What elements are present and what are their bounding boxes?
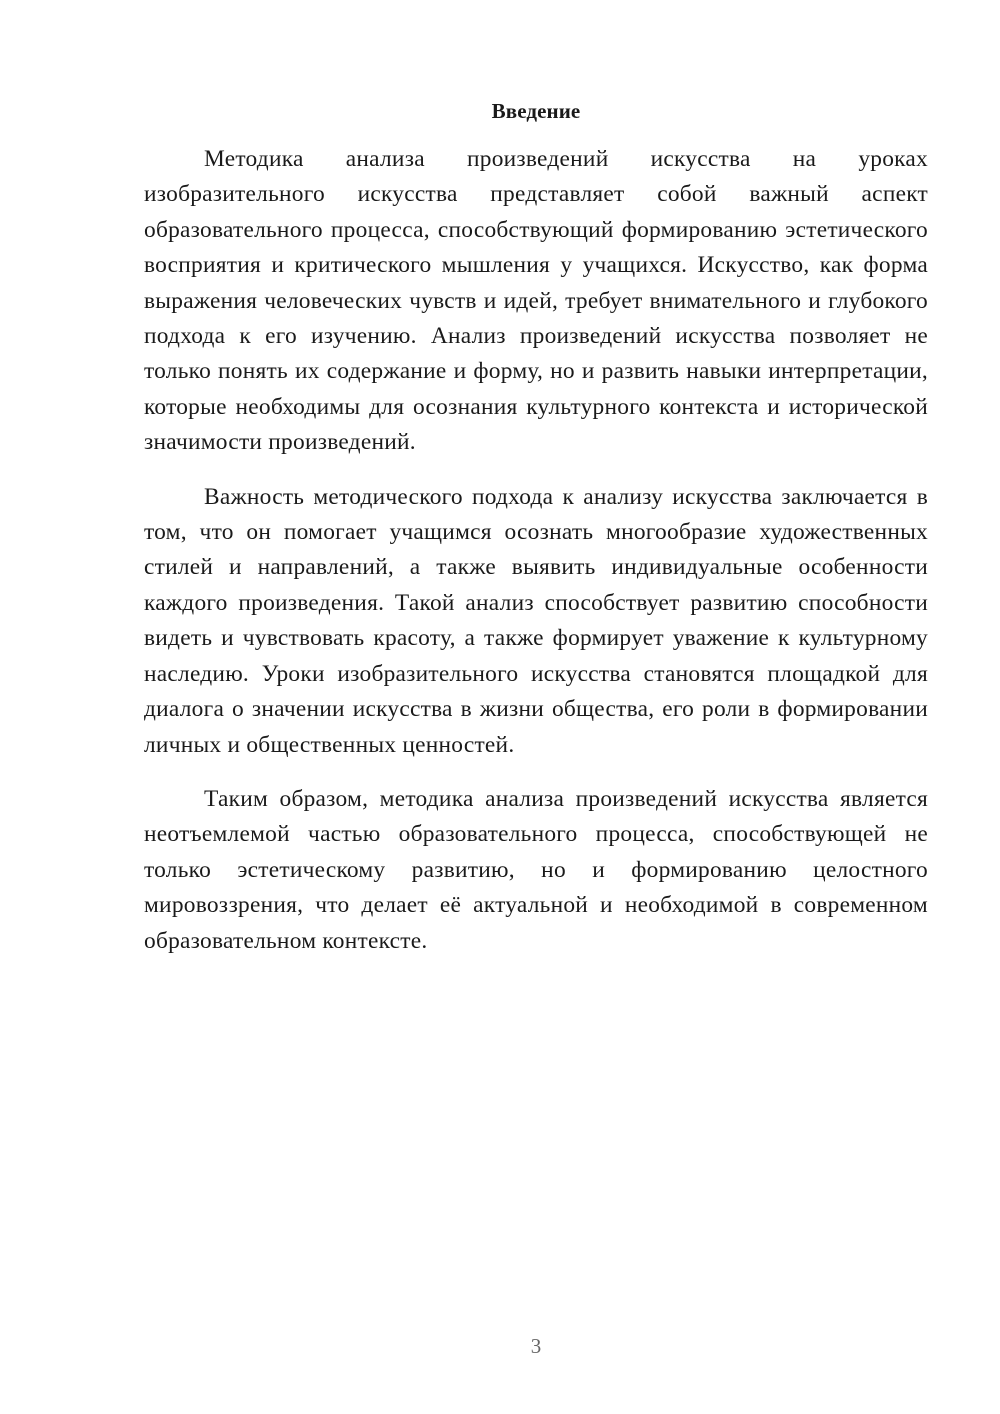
paragraph-2: Важность методического подхода к анализу искусства заключается в том, что он помогает учащимся осознать многообразие художественных стилей и направлений, а также выявить индивидуальные особенности каждого произведения. Такой анализ способствует развитию способности видеть и чувствовать красоту, а также формирует уважение к культурному наследию. Уроки изобразительного искусства становятся площадкой для диалога о значении искусства в жизни общества, его роли в формировании личных и общественных ценностей. xyxy=(144,483,928,758)
section-heading: Введение xyxy=(491,99,581,123)
page-number: 3 xyxy=(530,1334,542,1358)
paragraph-1: Методика анализа произведений искусства на уроках изобразительного искусства представляет собой важный аспект образовательного процесса, способствующий формированию эстетического восприятия и критического мышления у учащихся. Искусство, как форма выражения человеческих чувств и идей, требует внимательного и глубокого подхода к его изучению. Анализ произведений искусства позволяет не только понять их содержание и форму, но и развить навыки интерпретации, которые необходимы для осознания культурного контекста и исторической значимости произведений. xyxy=(144,146,928,456)
paragraph-3: Таким образом, методика анализа произведений искусства является неотъемлемой частью образовательного процесса, способствующей не только эстетическому развитию, но и формированию целостного мировоззрения, что делает её актуальной и необходимой в современном образовательном контексте. xyxy=(144,785,928,954)
body-text xyxy=(144,142,928,959)
